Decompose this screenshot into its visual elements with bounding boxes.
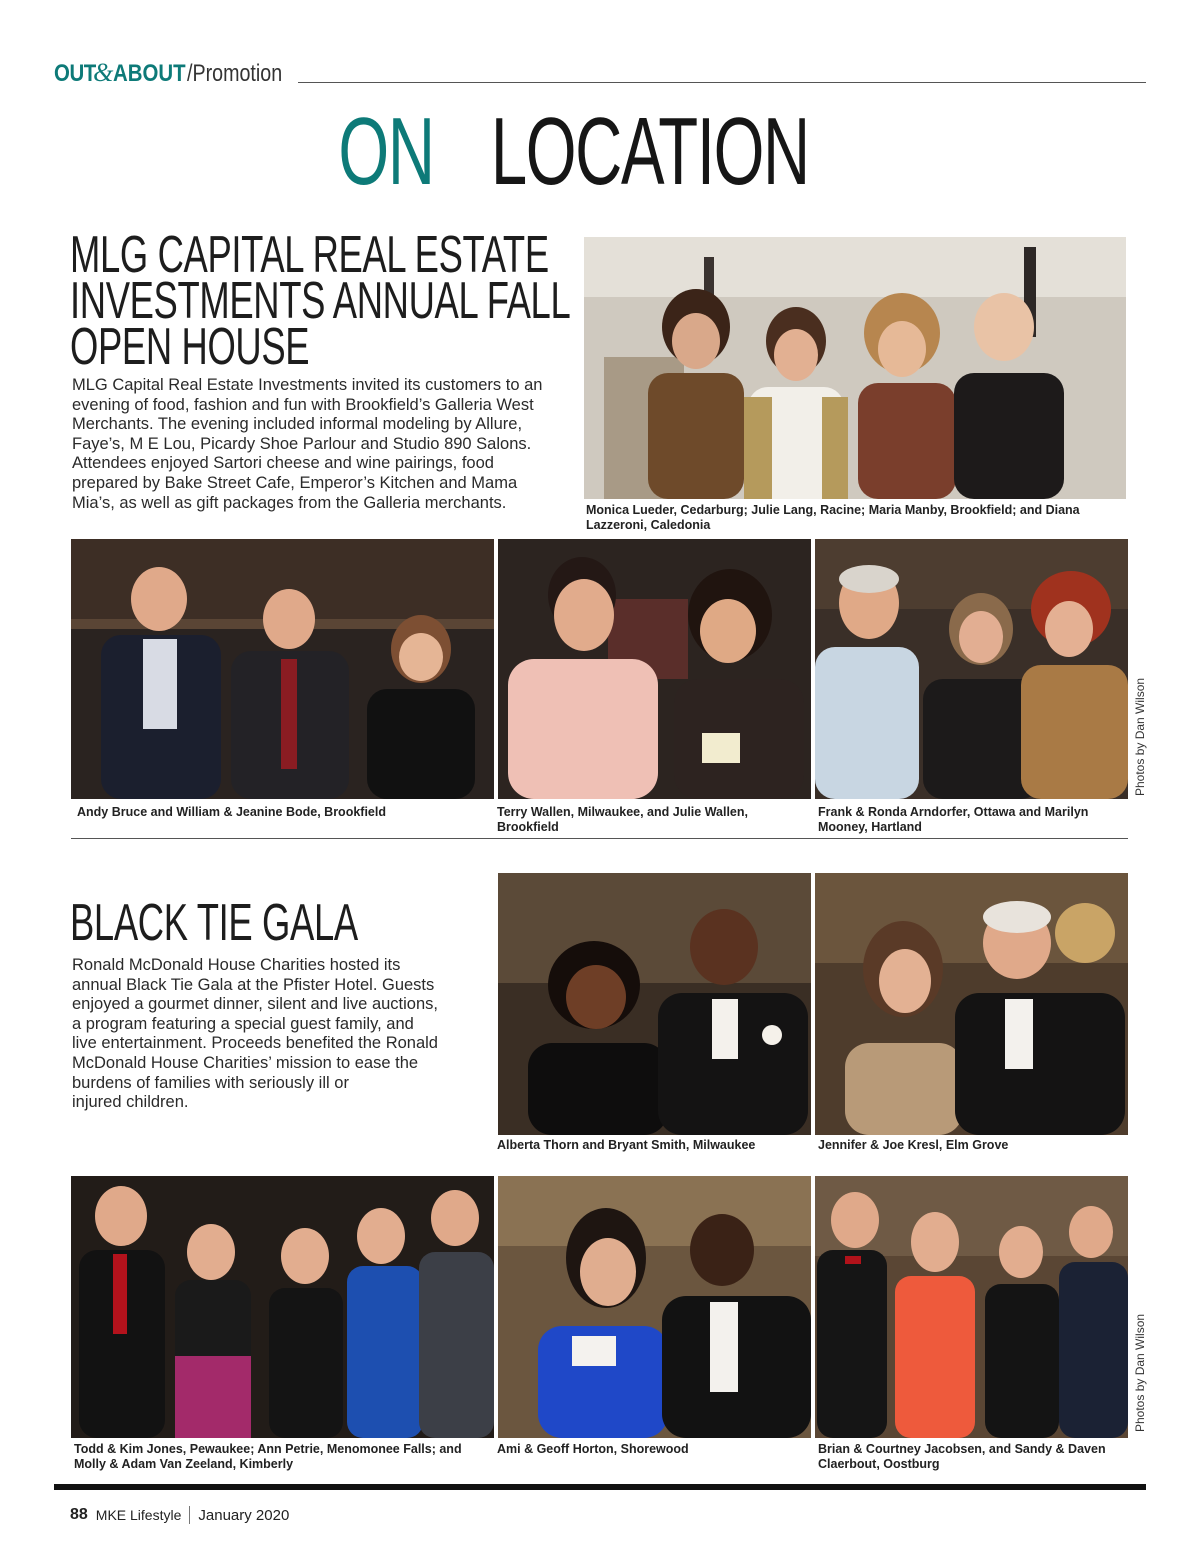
section2-title-line: BLACK TIE GALA xyxy=(70,894,358,952)
section1-body xyxy=(72,376,572,513)
body-line: injured children. xyxy=(72,1093,189,1112)
body-line: enjoyed a gourmet dinner, silent and live auctions, xyxy=(72,995,438,1014)
section1-title-line: OPEN HOUSE xyxy=(70,318,310,376)
rubric-section: /Promotion xyxy=(186,60,282,87)
rubric-out: OUT xyxy=(54,60,96,87)
caption-photo-three-guests: Andy Bruce and William & Jeanine Bode, Brookfield xyxy=(77,805,386,819)
caption-photo-gala-couple-a: Alberta Thorn and Bryant Smith, Milwaukee xyxy=(497,1138,756,1152)
body-line: MLG Capital Real Estate Investments invited its customers to an xyxy=(72,376,543,394)
issue-date: January 2020 xyxy=(198,1506,290,1524)
section1-title-line: MLG CAPITAL REAL ESTATE xyxy=(70,226,549,284)
body-line: burdens of families with seriously ill or xyxy=(72,1073,349,1092)
footer-separator xyxy=(189,1506,190,1524)
title-main: LOCATION xyxy=(491,98,809,205)
photo-four-women xyxy=(584,237,1126,499)
body-line: McDonald House Charities’ mission to ease the xyxy=(72,1053,419,1072)
title-accent: ON xyxy=(338,98,434,205)
page-number: 88 xyxy=(70,1506,88,1523)
caption-photo-three-guests-b: Frank & Ronda Arndorfer, Ottawa and Marilyn Mooney, Hartland xyxy=(818,805,1089,834)
photo-gala-couple-b xyxy=(815,873,1128,1135)
photo-gala-couple-c xyxy=(498,1176,811,1438)
photo-gala-couple-a xyxy=(498,873,811,1135)
photo-credit: Photos by Dan Wilson xyxy=(1133,1313,1147,1432)
caption-photo-two-guests-a: Terry Wallen, Milwaukee, and Julie Wallen, Brookfield xyxy=(497,805,748,834)
photo-two-guests-a xyxy=(498,539,811,799)
photo-credit: Photos by Dan Wilson xyxy=(1133,677,1147,796)
photo-gala-group-b xyxy=(815,1176,1128,1438)
photo-three-guests-b xyxy=(815,539,1128,799)
body-line: Attendees enjoyed Sartori cheese and wine pairings, food xyxy=(72,454,494,473)
body-line: a program featuring a special guest family, and xyxy=(72,1014,414,1033)
body-line: Mia’s, as well as gift packages from the Galleria merchants. xyxy=(72,493,507,512)
body-line: Merchants. The evening included informal modeling by Allure, xyxy=(72,415,523,434)
section2-body xyxy=(72,956,482,1113)
section1-title-line: INVESTMENTS ANNUAL FALL xyxy=(70,272,571,330)
section-rubric xyxy=(54,58,303,90)
section-divider xyxy=(71,838,1128,839)
section1-title xyxy=(70,226,571,376)
body-line: Faye’s, M E Lou, Picardy Shoe Parlour and Studio 890 Salons. xyxy=(72,434,532,453)
section2-title xyxy=(70,894,358,952)
body-line: annual Black Tie Gala at the Pfister Hotel. Guests xyxy=(72,975,435,994)
photo-three-guests xyxy=(71,539,494,799)
page-title xyxy=(0,98,1200,206)
caption-photo-gala-couple-c: Ami & Geoff Horton, Shorewood xyxy=(497,1442,689,1456)
rubric-about: ABOUT xyxy=(113,60,186,87)
magazine-name: MKE Lifestyle xyxy=(95,1507,182,1523)
caption-photo-gala-group-b: Brian & Courtney Jacobsen, and Sandy & Daven Claerbout, Oostburg xyxy=(818,1442,1106,1471)
caption-photo-gala-group: Todd & Kim Jones, Pewaukee; Ann Petrie, Menomonee Falls; and Molly & Adam Van Zeeland, Kimberly xyxy=(74,1442,462,1471)
caption-photo-four-women: Monica Lueder, Cedarburg; Julie Lang, Racine; Maria Manby, Brookfield; and Diana Lazzeroni, Caledonia xyxy=(586,503,1080,532)
body-line: evening of food, fashion and fun with Brookfield’s Galleria West xyxy=(72,395,534,414)
footer-rule xyxy=(54,1484,1146,1490)
rubric-ampersand: & xyxy=(93,58,114,87)
caption-photo-gala-couple-b: Jennifer & Joe Kresl, Elm Grove xyxy=(818,1138,1009,1152)
page-footer xyxy=(70,1506,289,1524)
rubric-rule xyxy=(298,82,1146,83)
body-line: prepared by Bake Street Cafe, Emperor’s Kitchen and Mama xyxy=(72,473,518,492)
body-line: Ronald McDonald House Charities hosted its xyxy=(72,956,401,974)
photo-gala-group xyxy=(71,1176,494,1438)
body-line: live entertainment. Proceeds benefited the Ronald xyxy=(72,1034,438,1053)
